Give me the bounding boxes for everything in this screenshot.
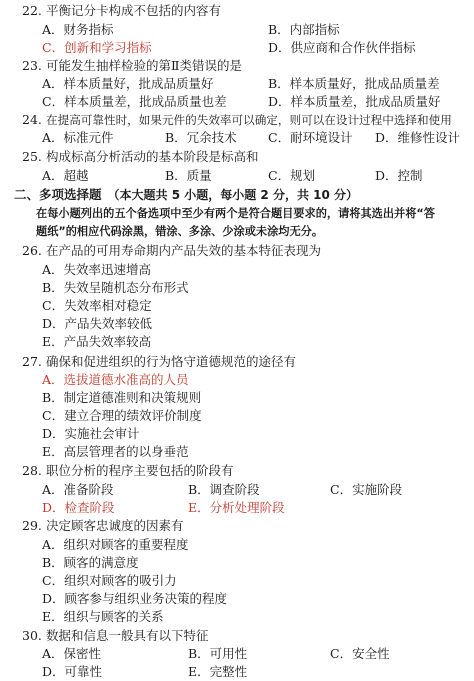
option-a: A．组织对顾客的重要程度 <box>42 537 189 552</box>
question-stem: 数据和信息一般具有以下特征 <box>46 628 209 643</box>
option-b: B．可用性 <box>188 646 248 661</box>
question-29 <box>22 517 184 534</box>
option-d: D．供应商和合作伙伴指标 <box>268 40 416 55</box>
section-title: 多项选择题 <box>39 187 102 202</box>
option-c: C．建立合理的绩效评价制度 <box>42 408 202 423</box>
option-b: B．失效呈随机态分布形式 <box>42 280 189 295</box>
option-e: E．高层管理者的以身垂范 <box>42 444 189 459</box>
question-number: 27. <box>22 354 42 369</box>
option-d: D．控制 <box>375 168 423 183</box>
section-header <box>14 186 358 204</box>
question-stem: 构成标高分析活动的基本阶段是标高和 <box>46 149 259 164</box>
option-b: B．顾客的满意度 <box>42 555 139 570</box>
question-number: 29. <box>22 518 42 533</box>
option-d: D．实施社会审计 <box>42 426 140 441</box>
question-28 <box>22 462 234 479</box>
option-a: A．超越 <box>42 168 89 183</box>
question-stem: 在产品的可用寿命期内产品失效的基本特征表现为 <box>46 243 322 258</box>
option-e: E．组织与顾客的关系 <box>42 609 164 624</box>
section-instruction-line2: 题纸”的相应代码涂黑，错涂、多涂、少涂或未涂均无分。 <box>36 225 324 238</box>
option-e: E．分析处理阶段 <box>188 500 285 515</box>
option-c: C．样本质量差，批成品质量也差 <box>42 94 227 109</box>
option-c: C．失效率相对稳定 <box>42 298 152 313</box>
section-note: （本大题共 5 小题，每小题 2 分，共 10 分） <box>107 188 358 202</box>
option-a: A．财务指标 <box>42 22 114 37</box>
option-a: A．准备阶段 <box>42 482 114 497</box>
option-b: B．制定道德准则和决策规则 <box>42 390 202 405</box>
question-number: 24. <box>22 112 42 127</box>
option-c: C．组织对顾客的吸引力 <box>42 573 177 588</box>
option-c: C．安全性 <box>330 646 390 661</box>
question-stem: 平衡记分卡构成不包括的内容有 <box>46 3 222 18</box>
question-stem: 在提高可靠性时，如果元件的失效率可以确定，则可以在设计过程中选择和使用 <box>46 113 452 127</box>
question-25 <box>22 148 259 165</box>
option-a: A．保密性 <box>42 646 102 661</box>
question-23 <box>22 57 242 74</box>
option-a: A．标准元件 <box>42 130 114 145</box>
option-a: A．样本质量好，批成品质量好 <box>42 76 214 91</box>
option-a: A．选拔道德水准高的人员 <box>42 372 189 387</box>
question-number: 22. <box>22 3 42 18</box>
option-a: A．失效率迅速增高 <box>42 262 152 277</box>
option-b: B．冗余技术 <box>165 130 237 145</box>
option-d: D．检查阶段 <box>42 500 115 515</box>
question-number: 26. <box>22 243 42 258</box>
question-22 <box>22 2 221 19</box>
question-stem: 确保和促进组织的行为恪守道德规范的途径有 <box>46 354 297 369</box>
option-d: D．维修性设计 <box>375 130 461 145</box>
question-stem: 可能发生抽样检验的第Ⅱ类错误的是 <box>46 58 242 73</box>
option-e: E．完整性 <box>188 664 248 679</box>
option-b: B．质量 <box>165 168 212 183</box>
option-d: D．顾客参与组织业务决策的程度 <box>42 591 228 606</box>
question-number: 25. <box>22 149 42 164</box>
question-stem: 决定顾客忠诚度的因素有 <box>46 518 184 533</box>
option-e: E．产品失效率较高 <box>42 334 152 349</box>
option-d: D．产品失效率较低 <box>42 316 153 331</box>
question-27 <box>22 353 296 370</box>
question-stem: 职位分析的程序主要包括的阶段有 <box>46 463 234 478</box>
option-b: B．调查阶段 <box>188 482 260 497</box>
option-d: D．可靠性 <box>42 664 103 679</box>
option-d: D．样本质量差，批成品质量好 <box>268 94 441 109</box>
question-30 <box>22 627 209 644</box>
section-instruction-line1: 在每小题列出的五个备选项中至少有两个是符合题目要求的，请将其选出并将“答 <box>36 207 435 220</box>
question-26 <box>22 242 321 259</box>
section-number: 二、 <box>14 187 40 202</box>
question-number: 30. <box>22 628 42 643</box>
option-b: B．样本质量好，批成品质量差 <box>268 76 440 91</box>
option-c: C．耐环境设计 <box>268 130 353 145</box>
question-24 <box>22 111 452 129</box>
option-c: C．规划 <box>268 168 316 183</box>
option-b: B．内部指标 <box>268 22 340 37</box>
option-c: C．创新和学习指标 <box>42 40 152 55</box>
question-number: 28. <box>22 463 42 478</box>
option-c: C．实施阶段 <box>330 482 403 497</box>
question-number: 23. <box>22 58 42 73</box>
